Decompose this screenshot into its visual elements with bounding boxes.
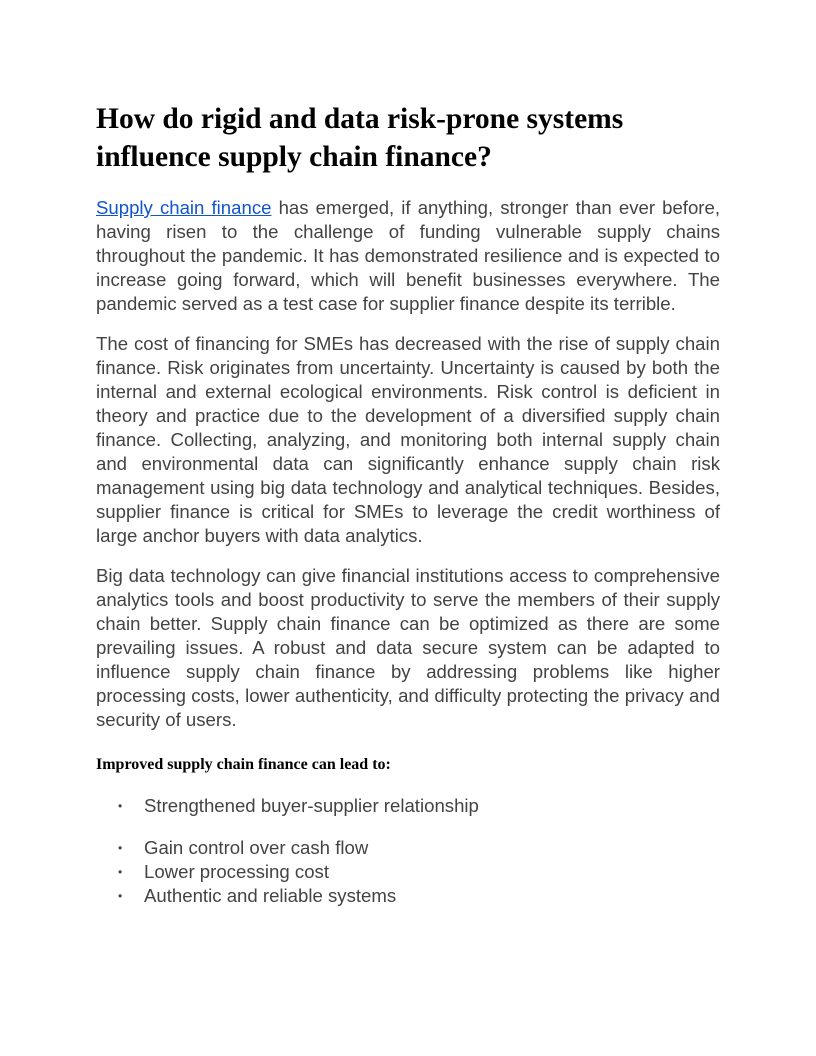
bullet-icon: • (118, 865, 123, 879)
paragraph-intro (96, 196, 720, 316)
page-title: How do rigid and data risk-prone systems influence supply chain finance? (96, 103, 624, 173)
benefits-subheading: Improved supply chain finance can lead to: (96, 756, 391, 773)
paragraph-risk: The cost of financing for SMEs has decreased with the rise of supply chain finance. Risk originates from uncertainty. Uncertainty is caused by both the internal and external ecological environments. Risk control is deficient in theory and practice due to the development of a diversified supply chain finance. Collecting, analyzing, and monitoring both internal supply chain and environmental data can significantly enhance supply chain risk management using big data technology and analytical techniques. Besides, supplier finance is critical for SMEs to leverage the credit worthiness of large anchor buyers with data analytics. (96, 333, 720, 546)
bullet-icon: • (118, 799, 123, 813)
list-item (96, 794, 720, 818)
list-item-text: Gain control over cash flow (144, 837, 369, 858)
list-item (96, 836, 720, 860)
supply-chain-finance-link[interactable]: Supply chain finance (96, 197, 272, 218)
list-item (96, 884, 720, 908)
document-page (96, 96, 720, 908)
paragraph-intro-text: has emerged, if anything, stronger than ever before, having risen to the challenge of funding vulnerable supply chains throughout the pandemic. It has demonstrated resilience and is expected to increase going forward, which will benefit businesses everywhere. The pandemic served as a test case for supplier finance despite its terrible. (96, 197, 721, 314)
bullet-icon: • (118, 889, 123, 903)
benefits-list (96, 794, 720, 908)
list-item-text: Strengthened buyer-supplier relationship (144, 795, 479, 816)
bullet-icon: • (118, 841, 123, 855)
list-item-text: Lower processing cost (144, 861, 329, 882)
list-item-text: Authentic and reliable systems (144, 885, 397, 906)
paragraph-big-data: Big data technology can give financial institutions access to comprehensive analytics tools and boost productivity to serve the members of their supply chain better. Supply chain finance can be optimized as there are some prevailing issues. A robust and data secure system can be adapted to influence supply chain finance by addressing problems like higher processing costs, lower authenticity, and difficulty protecting the privacy and security of users. (96, 565, 720, 730)
list-item (96, 860, 720, 884)
